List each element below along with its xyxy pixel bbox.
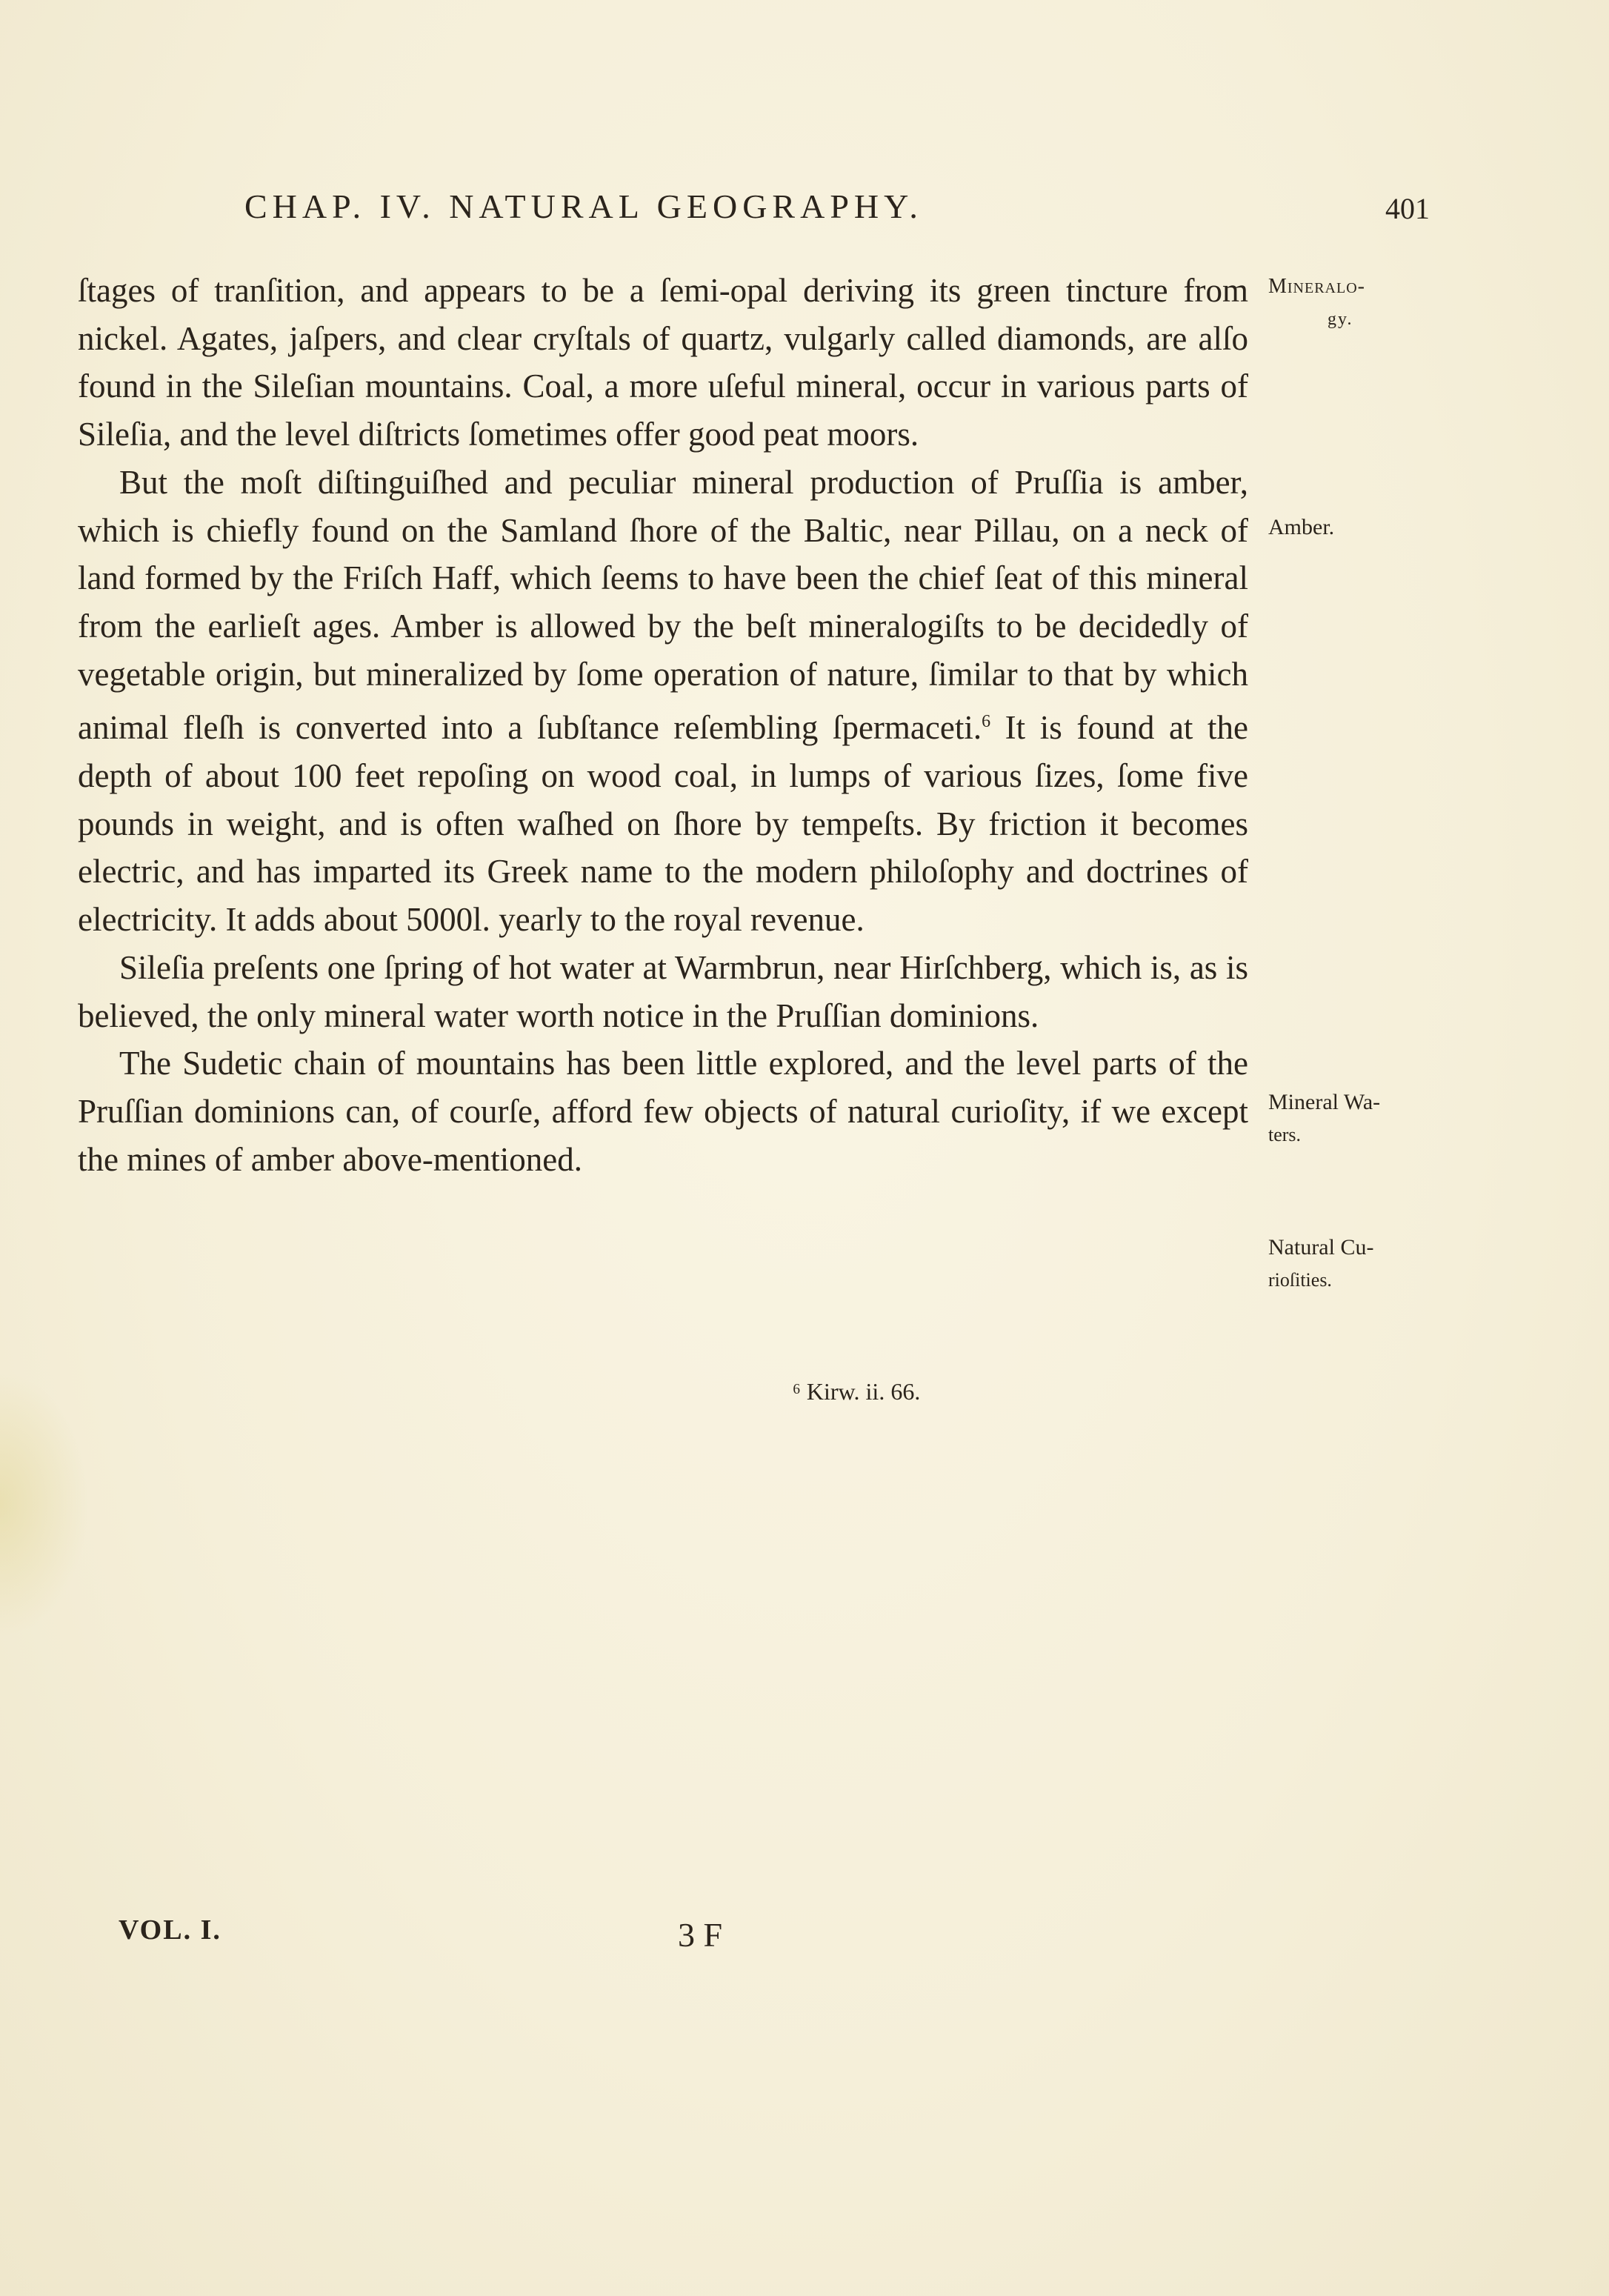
side-note-line: Mineral Wa-: [1268, 1090, 1381, 1114]
side-note-line: Mineralo-: [1268, 275, 1365, 298]
chapter-title: CHAP. IV. NATURAL GEOGRAPHY.: [244, 187, 923, 225]
paragraph-text-continued: It is found at the depth of about 100 feet repoſing on wood coal, in lumps of various ſizes, ſome five pounds in weight, and is often waſhed on ſhore by tempeſts. By friction it becomes electric, and has imparted its Greek name to the modern philoſophy and doctrines of electricity. It adds about 5000l. yearly to the royal revenue.: [78, 709, 1248, 939]
paragraph-amber: [78, 459, 1248, 944]
main-text: [78, 267, 1248, 1183]
side-note-mineral-waters: [1268, 1086, 1380, 1151]
paragraph-text: Sileſia preſents one ſpring of hot water at Warmbrun, near Hirſchberg, which is, as is believed, the only mineral water worth notice in the Pruſſian dominions.: [78, 948, 1248, 1034]
signature-mark: 3 F: [678, 1916, 723, 1954]
volume-label: VOL. I.: [119, 1914, 221, 1946]
side-note-line: rioſities.: [1268, 1269, 1332, 1291]
paragraph-mineral-waters: [78, 944, 1248, 1039]
footnote: ⁶ Kirw. ii. 66.: [792, 1378, 921, 1405]
paragraph-text: The Sudetic chain of mountains has been little explored, and the level parts of the Pruſſian dominions can, of courſe, afford few objects of natural curioſity, if we except the mines of amber above-mentioned.: [78, 1045, 1248, 1178]
side-note-line: ters.: [1268, 1124, 1302, 1145]
side-note-line: gy.: [1327, 310, 1353, 329]
side-note-mineralogy: [1268, 270, 1365, 336]
paragraph-text: But the moſt diſtinguiſhed and peculiar mineral production of Pruſſia is amber, which is chiefly found on the Samland ſhore of the Baltic, near Pillau, on a neck of land formed by the Friſch Haff, which ſeems to have been the chief ſeat of this mineral from the earlieſt ages. Amber is allowed by the beſt mineralogiſts to be decidedly of vegetable origin, but mineralized by ſome operation of nature, ſimilar to that by which animal fleſh is converted into a ſubſtance reſembling ſpermaceti.: [78, 463, 1248, 747]
side-note-line: Natural Cu-: [1268, 1235, 1374, 1260]
paper-stain: [0, 1371, 89, 1637]
paragraph-mineralogy: [78, 267, 1248, 459]
side-note-natural-curiosities: [1268, 1231, 1373, 1297]
running-header: [244, 187, 1430, 239]
paragraph-text: ſtages of tranſition, and appears to be a ſemi-opal deriving its green tincture from nickel. Agates, jaſpers, and clear cryſtals of quartz, vulgarly called diamonds, are alſo found in the Sileſian mountains. Coal, a more uſeful mineral, occur in various parts of Sileſia, and the level diſtricts ſometimes offer good peat moors.: [78, 272, 1248, 453]
page-number: 401: [1385, 192, 1430, 225]
side-note-line: Amber.: [1268, 515, 1335, 539]
paragraph-natural-curiosities: [78, 1039, 1248, 1183]
footnote-marker: 6: [982, 712, 991, 732]
side-note-amber: [1268, 511, 1334, 544]
